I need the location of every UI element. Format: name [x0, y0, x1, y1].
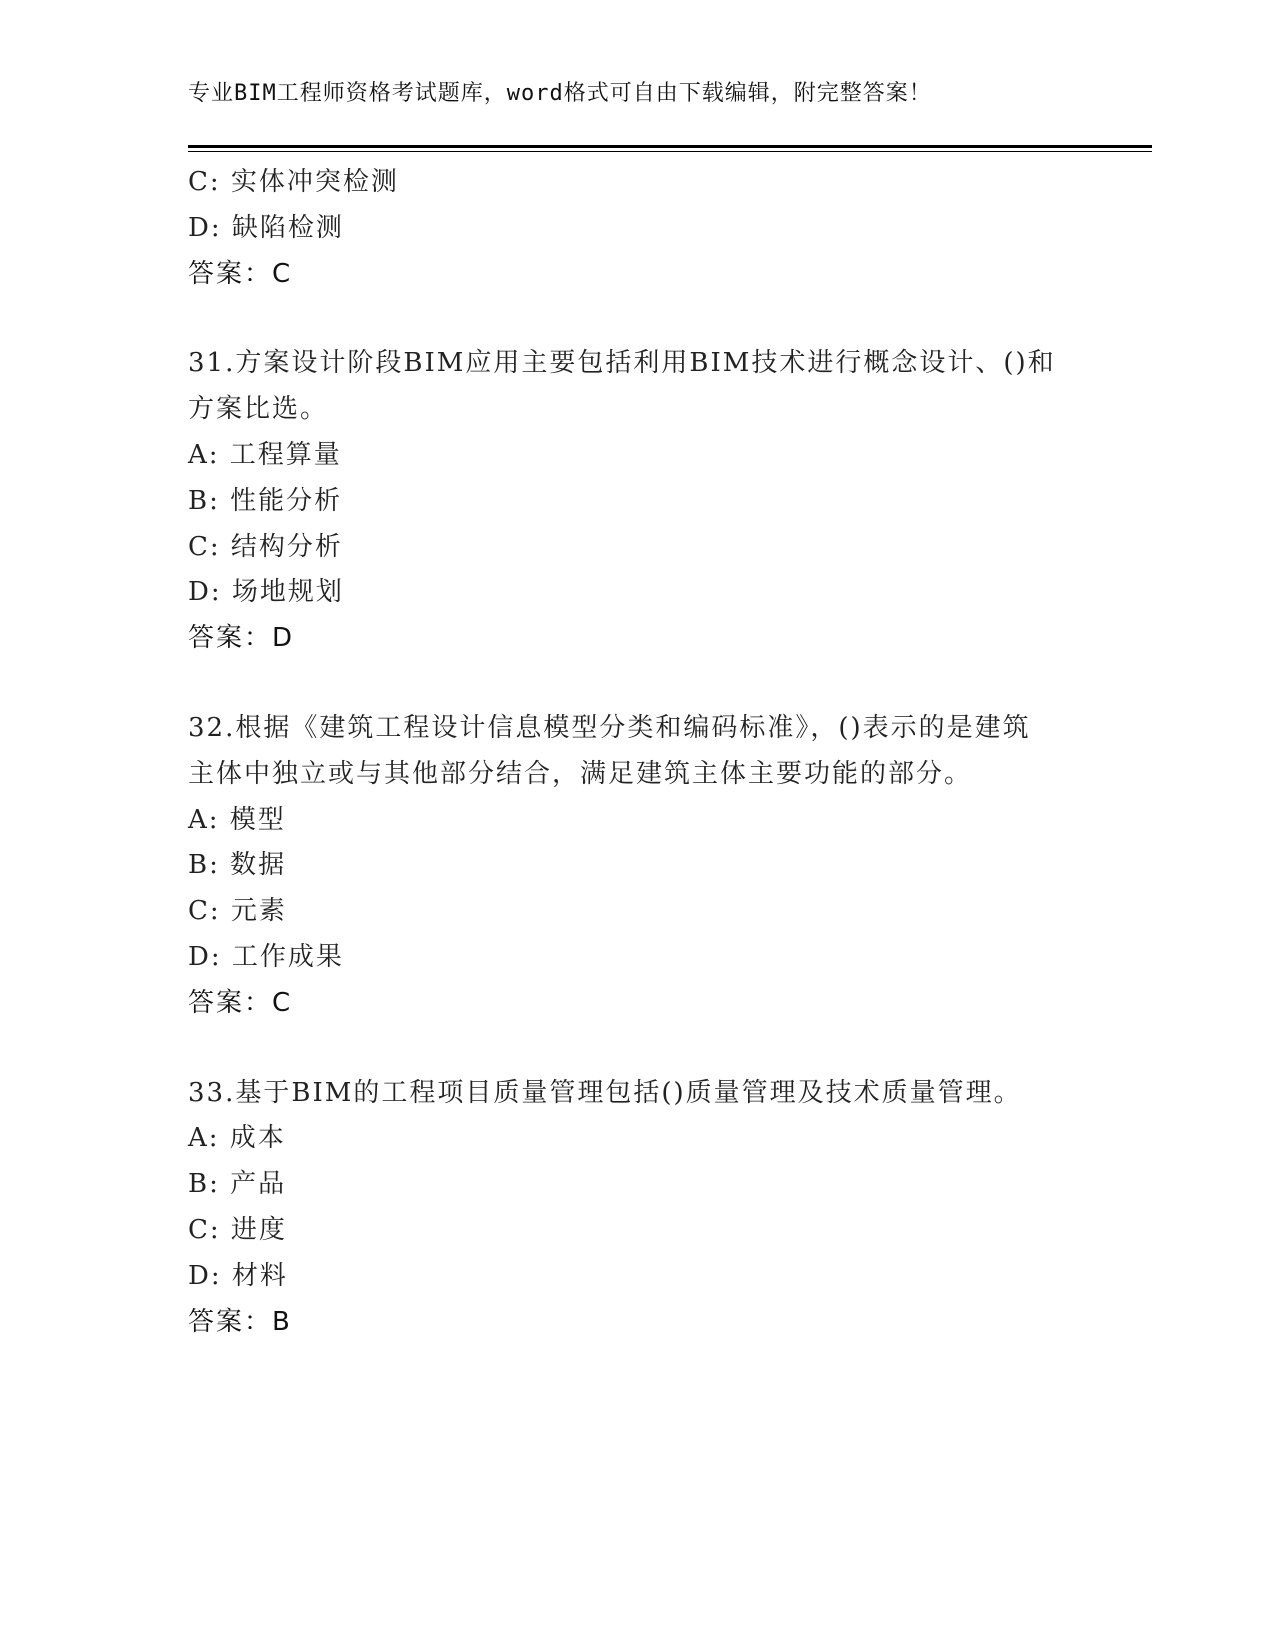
option-a: A: 工程算量: [188, 439, 342, 470]
option-d: D: 材料: [188, 1260, 288, 1291]
question-text: 31.方案设计阶段BIM应用主要包括利用BIM技术进行概念设计、()和: [188, 348, 1056, 379]
option-b: B: 产品: [188, 1169, 287, 1200]
option-c: C: 实体冲突检测: [188, 167, 399, 197]
answer-line: 答案：B: [188, 1306, 292, 1337]
option-c: C: 进度: [188, 1214, 287, 1245]
answer-line: 答案：C: [188, 258, 293, 289]
option-a: A: 模型: [188, 804, 286, 835]
page-header: 专业BIM工程师资格考试题库，word格式可自由下载编辑，附完整答案！: [188, 81, 932, 106]
option-c: C: 结构分析: [188, 531, 343, 562]
answer-line: 答案：C: [188, 987, 293, 1018]
question-text: 方案比选。: [188, 394, 329, 425]
question-31: [188, 341, 1088, 662]
option-a: A: 成本: [188, 1123, 286, 1154]
header-rule-thick: [188, 145, 1152, 148]
option-d: D: 工作成果: [188, 941, 344, 972]
question-text: 33.基于BIM的工程项目质量管理包括()质量管理及技术质量管理。: [188, 1077, 1022, 1108]
question-text: 主体中独立或与其他部分结合，满足建筑主体主要功能的部分。: [188, 758, 973, 789]
option-b: B: 性能分析: [188, 485, 343, 516]
option-d: D: 场地规划: [188, 577, 344, 608]
question-content: [188, 160, 1088, 1345]
question-32: [188, 706, 1088, 1027]
option-c: C: 元素: [188, 896, 287, 927]
question-text: 32.根据《建筑工程设计信息模型分类和编码标准》，()表示的是建筑: [188, 712, 1031, 743]
header-rule-thin: [188, 151, 1152, 152]
question-fragment: [188, 160, 1088, 297]
option-b: B: 数据: [188, 850, 287, 881]
answer-line: 答案：D: [188, 623, 295, 654]
option-d: D: 缺陷检测: [188, 212, 344, 243]
question-33: [188, 1071, 1088, 1346]
